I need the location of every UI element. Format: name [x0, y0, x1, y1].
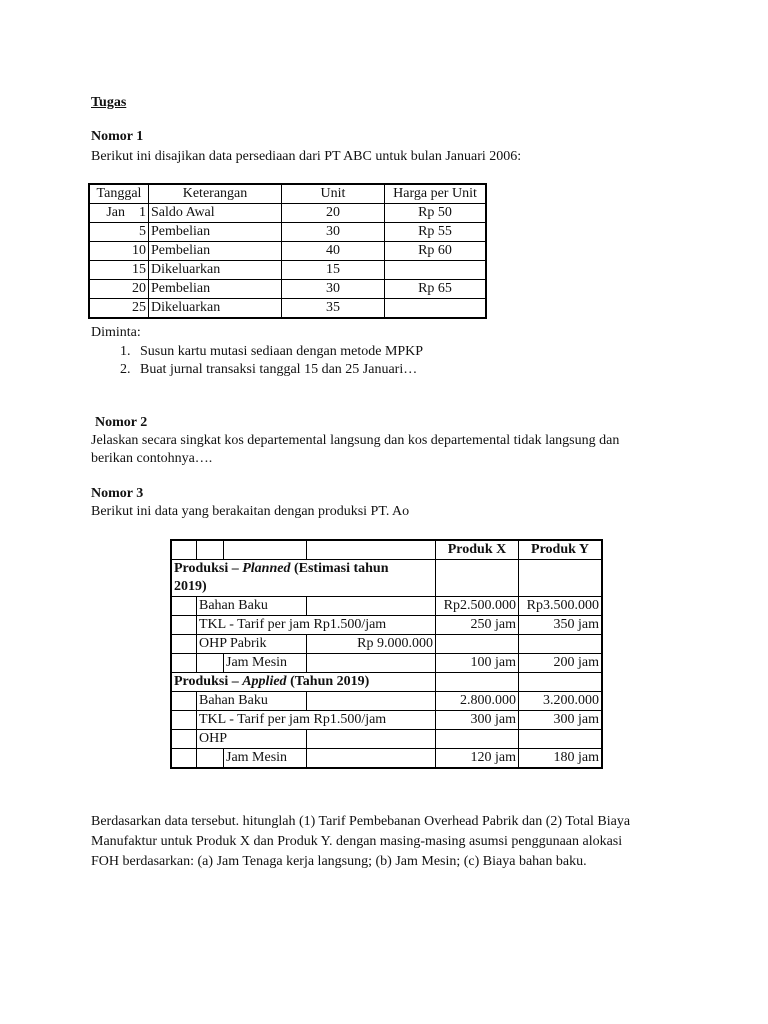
cell-harga — [385, 261, 487, 280]
planned-mesin-x: 100 jam — [436, 654, 519, 673]
cell-keterangan: Saldo Awal — [149, 204, 282, 223]
task-list — [88, 343, 423, 379]
inventory-table — [88, 183, 487, 319]
planned-bahan-y: Rp3.500.000 — [519, 597, 603, 616]
table-cell — [519, 673, 603, 692]
applied-bahan-label: Bahan Baku — [197, 692, 307, 711]
table-row — [171, 654, 602, 673]
cell-tanggal: 5 — [89, 223, 149, 242]
table-cell — [171, 730, 197, 749]
closing-line-3: FOH berdasarkan: (a) Jam Tenaga kerja langsung; (b) Jam Mesin; (c) Biaya bahan baku. — [91, 854, 587, 869]
applied-mesin-y: 180 jam — [519, 749, 603, 769]
cell-tanggal: 15 — [89, 261, 149, 280]
list-item: 2. Buat jurnal transaksi tanggal 15 dan 25 Januari… — [134, 361, 423, 379]
cell-tanggal: 25 — [89, 299, 149, 319]
applied-section-label: Produksi – Applied (Tahun 2019) — [171, 673, 436, 692]
list-item: 1. Susun kartu mutasi sediaan dengan metode MPKP — [134, 343, 423, 361]
cell-unit: 20 — [282, 204, 385, 223]
planned-tkl-x: 250 jam — [436, 616, 519, 635]
cell-unit: 30 — [282, 280, 385, 299]
applied-ohp-label: OHP — [197, 730, 307, 749]
cell-harga: Rp 50 — [385, 204, 487, 223]
table-cell — [197, 654, 224, 673]
planned-ohp-label: OHP Pabrik — [197, 635, 307, 654]
q2-line-2: berikan contohnya…. — [91, 451, 213, 466]
closing-paragraph — [91, 812, 691, 872]
table-row — [89, 223, 486, 242]
q3-intro: Berikut ini data yang berakaitan dengan produksi PT. Ao — [91, 504, 410, 519]
applied-tkl-label: TKL - Tarif per jam Rp1.500/jam — [197, 711, 436, 730]
cell-keterangan: Pembelian — [149, 280, 282, 299]
applied-mesin-x: 120 jam — [436, 749, 519, 769]
table-cell — [307, 597, 436, 616]
cell-tanggal: 10 — [89, 242, 149, 261]
cell-harga: Rp 65 — [385, 280, 487, 299]
table-cell — [307, 540, 436, 560]
table-cell — [307, 730, 436, 749]
cell-harga: Rp 55 — [385, 223, 487, 242]
table-row — [171, 673, 602, 692]
cell-unit: 15 — [282, 261, 385, 280]
cell-tanggal: Jan 1 — [89, 204, 149, 223]
diminta-label: Diminta: — [91, 325, 141, 340]
planned-mesin-label: Jam Mesin — [224, 654, 307, 673]
cell-keterangan: Pembelian — [149, 223, 282, 242]
q2-heading: Nomor 2 — [95, 415, 148, 430]
header-tanggal: Tanggal — [89, 184, 149, 204]
cell-tanggal: 20 — [89, 280, 149, 299]
table-cell — [307, 692, 436, 711]
table-cell — [436, 560, 519, 597]
applied-bahan-y: 3.200.000 — [519, 692, 603, 711]
q3-heading: Nomor 3 — [91, 486, 144, 501]
table-cell — [171, 711, 197, 730]
planned-tkl-y: 350 jam — [519, 616, 603, 635]
table-cell — [171, 597, 197, 616]
q2-line-1: Jelaskan secara singkat kos departemental langsung dan kos departemental tidak langsung dan — [91, 433, 620, 448]
cell-unit: 40 — [282, 242, 385, 261]
table-cell — [197, 749, 224, 769]
applied-bahan-x: 2.800.000 — [436, 692, 519, 711]
table-cell — [171, 749, 197, 769]
table-cell — [307, 749, 436, 769]
table-row — [171, 635, 602, 654]
table-cell — [171, 692, 197, 711]
table-cell — [307, 654, 436, 673]
table-row — [171, 730, 602, 749]
closing-line-2: Manufaktur untuk Produk X dan Produk Y. dengan masing-masing asumsi penggunaan alokasi — [91, 834, 623, 849]
header-produk-y: Produk Y — [519, 540, 603, 560]
table-row — [171, 560, 602, 597]
table-cell — [171, 654, 197, 673]
planned-bahan-label: Bahan Baku — [197, 597, 307, 616]
planned-ohp-value: Rp 9.000.000 — [307, 635, 436, 654]
closing-line-1: Berdasarkan data tersebut. hitunglah (1) Tarif Pembebanan Overhead Pabrik dan (2) Total Biaya — [91, 814, 631, 829]
q1-heading: Nomor 1 — [91, 129, 144, 144]
table-header-row — [171, 540, 602, 560]
cell-unit: 35 — [282, 299, 385, 319]
table-row — [89, 242, 486, 261]
table-row — [89, 299, 486, 319]
table-cell — [436, 635, 519, 654]
cell-unit: 30 — [282, 223, 385, 242]
header-harga: Harga per Unit — [385, 184, 487, 204]
q1-intro: Berikut ini disajikan data persediaan dari PT ABC untuk bulan Januari 2006: — [91, 149, 522, 164]
planned-section-label: Produksi – Planned (Estimasi tahun 2019) — [171, 560, 436, 597]
table-row — [171, 749, 602, 769]
cell-harga — [385, 299, 487, 319]
header-unit: Unit — [282, 184, 385, 204]
table-cell — [436, 730, 519, 749]
planned-mesin-y: 200 jam — [519, 654, 603, 673]
applied-tkl-x: 300 jam — [436, 711, 519, 730]
planned-tkl-label: TKL - Tarif per jam Rp1.500/jam — [197, 616, 436, 635]
table-row — [171, 597, 602, 616]
table-row — [171, 616, 602, 635]
table-cell — [171, 540, 197, 560]
table-row — [171, 692, 602, 711]
cell-keterangan: Pembelian — [149, 242, 282, 261]
table-cell — [519, 560, 603, 597]
table-cell — [197, 540, 224, 560]
production-table — [170, 539, 603, 769]
table-cell — [519, 730, 603, 749]
planned-bahan-x: Rp2.500.000 — [436, 597, 519, 616]
document-title: Tugas — [91, 95, 127, 110]
table-row — [171, 711, 602, 730]
header-produk-x: Produk X — [436, 540, 519, 560]
cell-keterangan: Dikeluarkan — [149, 299, 282, 319]
table-cell — [171, 635, 197, 654]
table-row — [89, 280, 486, 299]
cell-keterangan: Dikeluarkan — [149, 261, 282, 280]
table-row — [89, 261, 486, 280]
cell-harga: Rp 60 — [385, 242, 487, 261]
table-row — [89, 204, 486, 223]
applied-tkl-y: 300 jam — [519, 711, 603, 730]
applied-mesin-label: Jam Mesin — [224, 749, 307, 769]
table-cell — [519, 635, 603, 654]
table-header-row — [89, 184, 486, 204]
header-keterangan: Keterangan — [149, 184, 282, 204]
table-cell — [436, 673, 519, 692]
table-cell — [171, 616, 197, 635]
table-cell — [224, 540, 307, 560]
